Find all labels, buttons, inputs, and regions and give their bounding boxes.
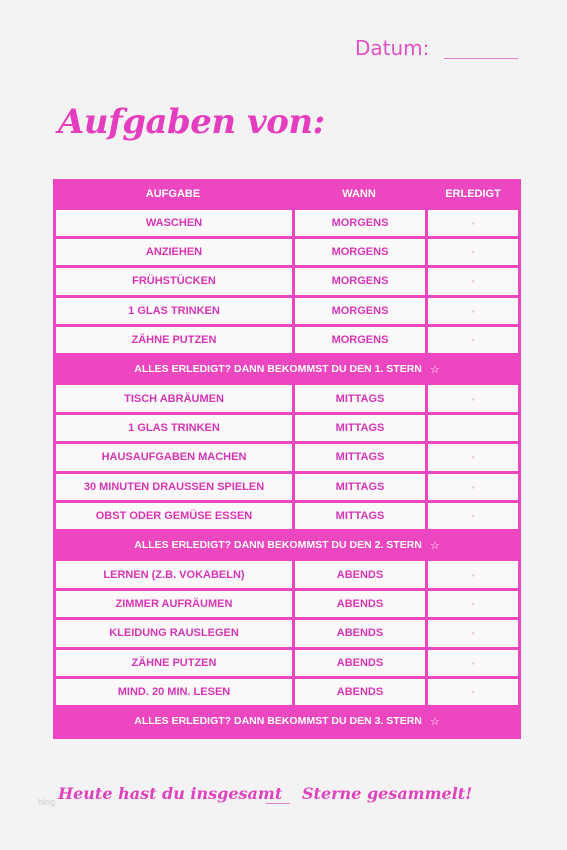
table-row bbox=[53, 296, 521, 325]
done-cell[interactable] bbox=[428, 503, 518, 529]
table-header bbox=[53, 179, 521, 208]
table-row bbox=[53, 589, 521, 618]
task-cell: 30 MINUTEN DRAUSSEN SPIELEN bbox=[56, 474, 292, 500]
when-cell: MORGENS bbox=[295, 268, 425, 294]
when-cell: MITTAGS bbox=[295, 503, 425, 529]
footer-left-text: Heute hast du insgesamt bbox=[58, 784, 283, 803]
table-row bbox=[53, 560, 521, 589]
column-header-when: WANN bbox=[342, 187, 376, 200]
table-row bbox=[53, 648, 521, 677]
page-title: Aufgaben von: bbox=[58, 102, 325, 142]
when-cell: MITTAGS bbox=[295, 474, 425, 500]
table-row bbox=[53, 413, 521, 442]
table-row bbox=[53, 267, 521, 296]
star-banner bbox=[53, 707, 521, 736]
done-cell[interactable] bbox=[428, 239, 518, 265]
done-cell[interactable] bbox=[428, 561, 518, 587]
checkbox-icon[interactable]: ◦ bbox=[471, 276, 475, 287]
table-row bbox=[53, 326, 521, 355]
done-cell[interactable] bbox=[428, 327, 518, 353]
star-icon: ☆ bbox=[429, 363, 440, 376]
checkbox-icon[interactable]: ◦ bbox=[471, 511, 475, 522]
star-icon: ☆ bbox=[429, 539, 440, 552]
star-icon: ☆ bbox=[429, 715, 440, 728]
when-cell: MORGENS bbox=[295, 239, 425, 265]
star-banner-text: ALLES ERLEDIGT? DANN BEKOMMST DU DEN 3. STERN bbox=[134, 715, 422, 728]
task-cell: TISCH ABRÄUMEN bbox=[56, 385, 292, 411]
table-row bbox=[53, 237, 521, 266]
table-row bbox=[53, 502, 521, 531]
when-cell: MORGENS bbox=[295, 327, 425, 353]
checkbox-icon[interactable]: ◦ bbox=[471, 481, 475, 492]
star-banner-text: ALLES ERLEDIGT? DANN BEKOMMST DU DEN 1. STERN bbox=[134, 363, 422, 376]
checkbox-icon[interactable]: ◦ bbox=[471, 452, 475, 463]
task-cell: 1 GLAS TRINKEN bbox=[56, 298, 292, 324]
when-cell: MORGENS bbox=[295, 210, 425, 236]
done-cell[interactable] bbox=[428, 620, 518, 646]
done-cell[interactable] bbox=[428, 268, 518, 294]
when-cell: MITTAGS bbox=[295, 385, 425, 411]
checkbox-icon[interactable]: ◦ bbox=[471, 657, 475, 668]
checkbox-icon[interactable]: ◦ bbox=[471, 335, 475, 346]
task-cell: KLEIDUNG RAUSLEGEN bbox=[56, 620, 292, 646]
star-banner bbox=[53, 531, 521, 560]
done-cell[interactable] bbox=[428, 650, 518, 676]
task-cell: MIND. 20 MIN. LESEN bbox=[56, 679, 292, 705]
star-banner bbox=[53, 355, 521, 384]
done-cell[interactable] bbox=[428, 385, 518, 411]
task-cell: LERNEN (Z.B. VOKABELN) bbox=[56, 561, 292, 587]
column-header-task: AUFGABE bbox=[145, 187, 201, 200]
checkbox-icon[interactable]: ◦ bbox=[471, 305, 475, 316]
task-table bbox=[53, 179, 521, 739]
task-cell: FRÜHSTÜCKEN bbox=[56, 268, 292, 294]
task-cell: ZÄHNE PUTZEN bbox=[56, 327, 292, 353]
when-cell: ABENDS bbox=[295, 620, 425, 646]
when-cell: MORGENS bbox=[295, 298, 425, 324]
table-body bbox=[53, 208, 521, 736]
task-cell: ANZIEHEN bbox=[56, 239, 292, 265]
watermark: blog bbox=[38, 797, 56, 807]
done-cell[interactable] bbox=[428, 474, 518, 500]
star-count-line[interactable] bbox=[266, 803, 290, 804]
done-cell[interactable] bbox=[428, 444, 518, 470]
table-row bbox=[53, 677, 521, 706]
task-cell: ZÄHNE PUTZEN bbox=[56, 650, 292, 676]
checkbox-icon[interactable]: ◦ bbox=[471, 247, 475, 258]
checkbox-icon[interactable]: ◦ bbox=[471, 217, 475, 228]
table-row bbox=[53, 619, 521, 648]
done-cell[interactable] bbox=[428, 415, 518, 441]
table-row bbox=[53, 384, 521, 413]
checkbox-icon[interactable]: ◦ bbox=[471, 687, 475, 698]
checkbox-icon[interactable]: ◦ bbox=[471, 393, 475, 404]
done-cell[interactable] bbox=[428, 210, 518, 236]
when-cell: ABENDS bbox=[295, 650, 425, 676]
task-cell: ZIMMER AUFRÄUMEN bbox=[56, 591, 292, 617]
task-cell: HAUSAUFGABEN MACHEN bbox=[56, 444, 292, 470]
done-cell[interactable] bbox=[428, 591, 518, 617]
star-banner-text: ALLES ERLEDIGT? DANN BEKOMMST DU DEN 2. STERN bbox=[134, 539, 422, 552]
table-row bbox=[53, 443, 521, 472]
task-cell: OBST ODER GEMÜSE ESSEN bbox=[56, 503, 292, 529]
task-cell: WASCHEN bbox=[56, 210, 292, 236]
when-cell: MITTAGS bbox=[295, 415, 425, 441]
footer-right-text: Sterne gesammelt! bbox=[302, 784, 473, 803]
when-cell: ABENDS bbox=[295, 561, 425, 587]
datum-input-line[interactable] bbox=[444, 58, 518, 59]
table-row bbox=[53, 472, 521, 501]
when-cell: ABENDS bbox=[295, 679, 425, 705]
table-row bbox=[53, 208, 521, 237]
when-cell: MITTAGS bbox=[295, 444, 425, 470]
column-header-done: ERLEDIGT bbox=[445, 187, 501, 200]
datum-label: Datum: bbox=[355, 36, 430, 60]
task-cell: 1 GLAS TRINKEN bbox=[56, 415, 292, 441]
checkbox-icon[interactable]: ◦ bbox=[471, 569, 475, 580]
checkbox-icon[interactable]: ◦ bbox=[471, 598, 475, 609]
done-cell[interactable] bbox=[428, 679, 518, 705]
when-cell: ABENDS bbox=[295, 591, 425, 617]
done-cell[interactable] bbox=[428, 298, 518, 324]
checkbox-icon[interactable]: ◦ bbox=[471, 628, 475, 639]
